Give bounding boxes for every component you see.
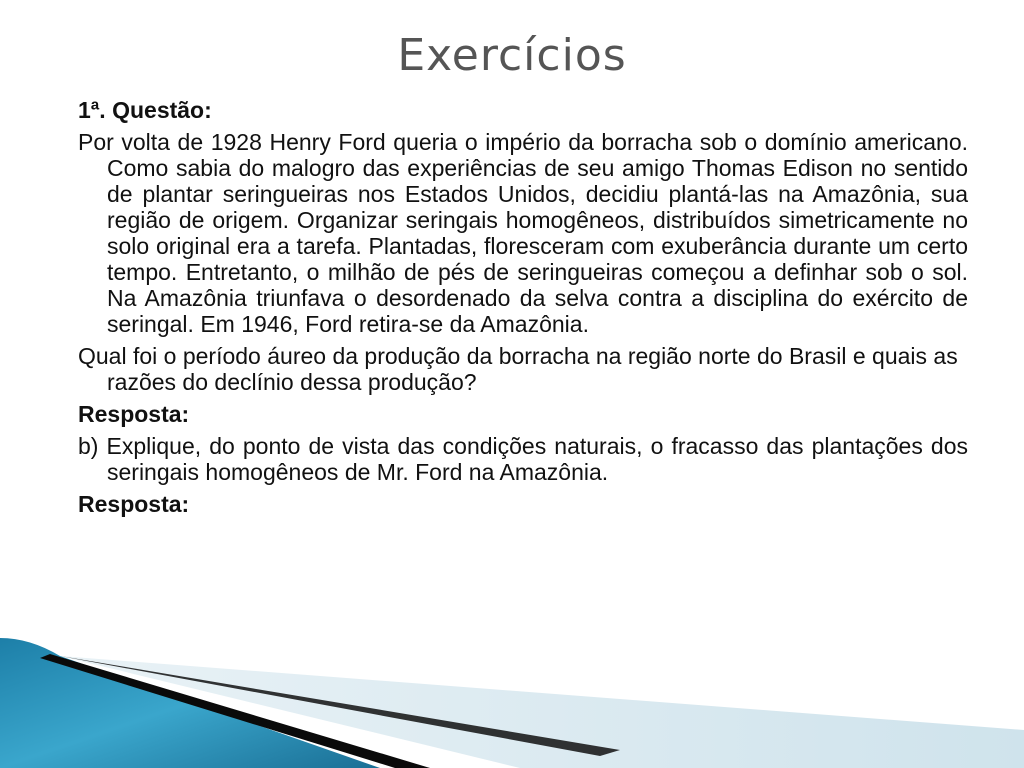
slide-body — [78, 97, 968, 523]
answer-label-2: Resposta: — [78, 491, 190, 517]
question-a: Qual foi o período áureo da produção da borracha na região norte do Brasil e quais as razões do declínio dessa produção? — [78, 343, 958, 395]
slide-title: Exercícios — [397, 30, 627, 81]
context-paragraph: Por volta de 1928 Henry Ford queria o império da borracha sob o domínio americano. Como sabia do malogro das experiências de seu amigo Thomas Edison no sentido de plantar seringueiras nos Estados Unidos, decidiu plantá-las na Amazônia, sua região de origem. Organizar seringais homogêneos, distribuídos simetricamente no solo original era a tarefa. Plantadas, floresceram com exuberância durante um certo tempo. Entretanto, o milhão de pés de seringueiras começou a definhar sob o sol. Na Amazônia triunfava o desordenado da selva contra a disciplina do exército de seringal. Em 1946, Ford retira-se da Amazônia. — [78, 129, 968, 337]
question-heading: 1ª. Questão: — [78, 97, 212, 123]
decorative-swoosh — [0, 638, 1024, 768]
question-b: b) Explique, do ponto de vista das condições naturais, o fracasso das plantações dos seringais homogêneos de Mr. Ford na Amazônia. — [78, 433, 968, 485]
answer-label-1: Resposta: — [78, 401, 190, 427]
